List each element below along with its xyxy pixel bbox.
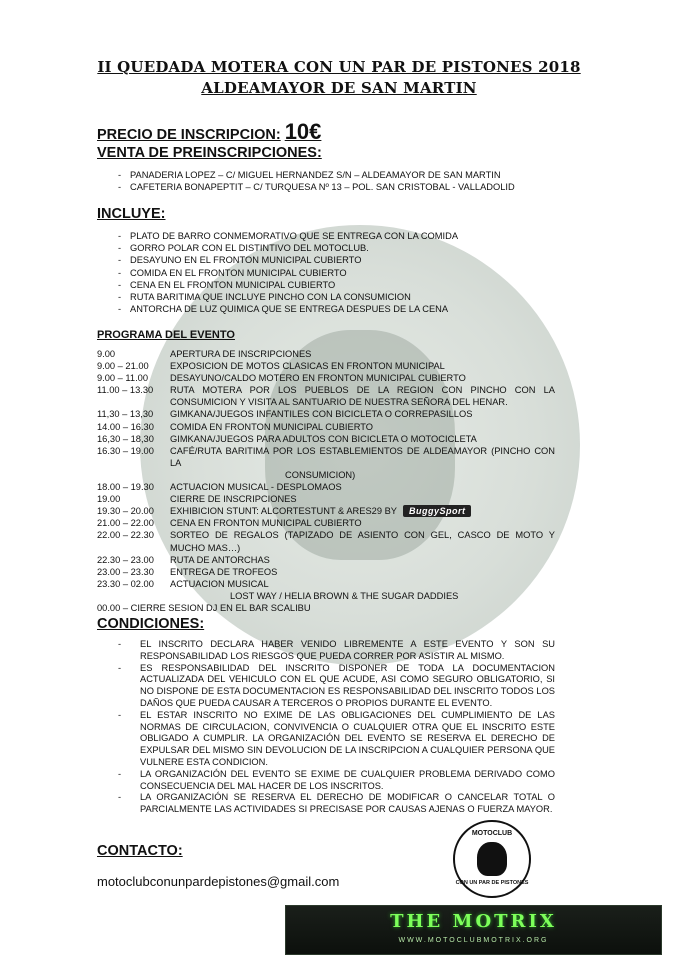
includes-item: - COMIDA EN EL FRONTON MUNICIPAL CUBIERTO	[118, 267, 458, 279]
program-description	[170, 590, 555, 602]
program-time: 22.30 – 23.00	[97, 554, 154, 565]
conditions-heading: CONDICIONES:	[97, 616, 205, 632]
program-time: 19.00	[97, 494, 121, 505]
logo-top-text: MOTOCLUB	[471, 830, 513, 837]
includes-heading: INCLUYE:	[97, 206, 166, 222]
includes-item: - RUTA BARITIMA QUE INCLUYE PINCHO CON LA CONSUMICION	[118, 291, 458, 303]
program-description	[170, 433, 555, 445]
includes-item: - GORRO POLAR CON EL DISTINTIVO DEL MOTOCLUB.	[118, 242, 458, 254]
program-time: 23.30 – 02.00	[97, 578, 154, 589]
program-description	[170, 505, 555, 517]
condition-item: - LA ORGANIZACIÓN DEL EVENTO SE EXIME DE CUALQUIER PROBLEMA DERIVADO COMO CONSECUENCIA DEL MAL HACER DE LOS INSCRITOS.	[118, 769, 555, 793]
program-row	[97, 505, 555, 517]
preinscription-item: - PANADERIA LOPEZ – C/ MIGUEL HERNANDEZ S/N – ALDEAMAYOR DE SAN MARTIN	[118, 169, 515, 181]
program-description-text: ACTUACION MUSICAL - DESPLOMAOS	[170, 482, 342, 493]
program-description-text: CONSUMICION)	[285, 469, 356, 480]
logo-bottom-text: CON UN PAR DE PISTONES	[455, 880, 529, 886]
program-description-text: GIMKANA/JUEGOS INFANTILES CON BICICLETA O CORREPASILLOS	[170, 409, 473, 420]
includes-list	[118, 230, 458, 315]
program-row	[97, 433, 555, 445]
conditions-list	[118, 639, 555, 816]
program-description-text: LOST WAY / HELIA BROWN & THE SUGAR DADDIES	[230, 590, 459, 601]
buggysport-logo: BuggySport	[403, 505, 472, 517]
program-description	[315, 602, 555, 614]
program-row	[97, 602, 555, 614]
program-time: 16,30 – 18,30	[97, 433, 154, 444]
contact-heading: CONTACTO:	[97, 843, 183, 859]
includes-item: - ANTORCHA DE LUZ QUIMICA QUE SE ENTREGA DESPUES DE LA CENA	[118, 303, 458, 315]
program-row	[97, 493, 555, 505]
program-description	[170, 578, 555, 590]
price-heading	[97, 119, 321, 145]
program-description	[170, 566, 555, 578]
contact-email[interactable]: motoclubconunpardepistones@gmail.com	[97, 874, 340, 889]
includes-item: - DESAYUNO EN EL FRONTON MUNICIPAL CUBIERTO	[118, 254, 458, 266]
preinscription-item: - CAFETERIA BONAPEPTIT – C/ TURQUESA Nº 13 – POL. SAN CRISTOBAL - VALLADOLID	[118, 181, 515, 193]
program-row	[97, 517, 555, 529]
program-row	[97, 554, 555, 566]
includes-item: - PLATO DE BARRO CONMEMORATIVO QUE SE ENTREGA CON LA COMIDA	[118, 230, 458, 242]
program-description	[170, 445, 555, 469]
program-time: 11,30 – 13,30	[97, 409, 154, 420]
motrix-banner	[285, 905, 662, 955]
program-description	[170, 529, 555, 553]
program-description-text: EXHIBICION STUNT: ALCORTESTUNT & ARES29 BY	[170, 506, 397, 517]
program-description	[170, 384, 555, 408]
program-time: 14.00 – 16.30	[97, 421, 154, 432]
condition-item: - EL ESTAR INSCRITO NO EXIME DE LAS OBLIGACIONES DEL CUMPLIMIENTO DE LAS NORMAS DE CIRCULACION, CONVIVENCIA O CUALQUIER OTRA QUE EL INSCRITO ESTE OBLIGADO A CUMPLIR. LA ORGANIZACIÓN DEL EVENTO SE RESERVA EL DERECHO DE EXPULSAR DEL MISMO SIN DEVOLUCION DE LA INSCRIPCION A CUALQUIER PERSONA QUE VULNERE ESTA CONDICION.	[118, 710, 555, 769]
program-time: 9.00 – 11.00	[97, 373, 149, 384]
program-row	[97, 348, 555, 360]
program-description-text: SORTEO DE REGALOS (TAPIZADO DE ASIENTO CON GEL, CASCO DE MOTO Y MUCHO MAS…)	[170, 530, 555, 553]
price-label: PRECIO DE INSCRIPCION:	[97, 127, 281, 143]
program-description	[170, 469, 555, 481]
banner-title: THE MOTRIX	[390, 911, 557, 932]
program-description	[170, 481, 555, 493]
condition-item: - LA ORGANIZACIÓN SE RESERVA EL DERECHO DE MODIFICAR O CANCELAR TOTAL O PARCIALMENTE LAS ACTIVIDADES SI PRECISASE POR CAUSAS AJENAS O FUERZA MAYOR.	[118, 792, 555, 816]
program-row	[97, 421, 555, 433]
program-time: 00.00 – CIERRE SESION DJ EN EL BAR SCALIBU	[97, 602, 311, 613]
program-row	[97, 481, 555, 493]
program-description-text: CAFÉ/RUTA BARITIMA POR LOS ESTABLEMIENTOS DE ALDEAMAYOR (PINCHO CON LA	[170, 445, 555, 468]
program-description-text: ACTUACION MUSICAL	[170, 578, 269, 589]
price-value: 10€	[284, 119, 322, 144]
preinscription-heading: VENTA DE PREINSCRIPCIONES:	[97, 145, 322, 161]
poster-title-line1: II QUEDADA MOTERA CON UN PAR DE PISTONES 2018	[97, 58, 581, 76]
program-description-text: EXPOSICION DE MOTOS CLASICAS EN FRONTON MUNICIPAL	[170, 361, 445, 372]
program-description	[170, 372, 555, 384]
program-row	[97, 529, 555, 553]
program-time: 22.00 – 22.30	[97, 530, 154, 541]
program-description	[170, 348, 555, 360]
condition-item: - EL INSCRITO DECLARA HABER VENIDO LIBREMENTE A ESTE EVENTO Y SON SU RESPONSABILIDAD LOS RIESGOS QUE PUEDA CORRER POR ASISTIR AL MISMO.	[118, 639, 555, 663]
program-row	[97, 445, 555, 469]
preinscription-list	[118, 169, 515, 193]
program-description-text: COMIDA EN FRONTON MUNICIPAL CUBIERTO	[170, 421, 374, 432]
program-description-text: CIERRE DE INSCRIPCIONES	[170, 494, 297, 505]
program-time: 9.00	[97, 349, 116, 359]
program-time: 23.00 – 23.30	[97, 566, 154, 577]
program-time: 19.30 – 20.00	[97, 506, 154, 517]
program-time	[97, 590, 170, 602]
program-schedule	[97, 348, 555, 614]
program-row	[97, 408, 555, 420]
program-time: 9.00 – 21.00	[97, 361, 149, 372]
program-time	[97, 469, 170, 481]
program-row	[97, 360, 555, 372]
program-row	[97, 566, 555, 578]
program-time: 21.00 – 22.00	[97, 518, 154, 529]
motoclub-logo	[453, 820, 531, 898]
program-row	[97, 578, 555, 590]
program-time: 11.00 – 13.30	[97, 385, 154, 396]
program-description-text: RUTA MOTERA POR LOS PUEBLOS DE LA REGION CON PINCHO CON LA CONSUMICION Y VISITA AL SANTUARIO DE NUESTRA SEÑORA DEL HENAR.	[170, 385, 555, 408]
banner-url: WWW.MOTOCLUBMOTRIX.ORG	[398, 937, 549, 944]
program-row	[97, 590, 555, 602]
program-row	[97, 372, 555, 384]
program-description	[170, 421, 555, 433]
program-time: 16.30 – 19.00	[97, 445, 154, 456]
program-description	[170, 408, 555, 420]
program-heading: PROGRAMA DEL EVENTO	[97, 329, 235, 341]
program-description-text: APERTURA DE INSCRIPCIONES	[170, 349, 312, 359]
program-time: 18.00 – 19.30	[97, 482, 154, 493]
poster-title-line2: ALDEAMAYOR DE SAN MARTIN	[201, 79, 477, 97]
condition-item: - ES RESPONSABILIDAD DEL INSCRITO DISPONER DE TODA LA DOCUMENTACION ACTUALIZADA DEL VEHICULO CON EL QUE ACUDE, ASI COMO SEGURO OBLIGATORIO, SI NO DISPONE DE ESTA DOCUMENTACION ES RESPONSABILIDAD DEL INSCRITO TODOS LOS DAÑOS QUE PUEDA CAUSAR A TERCEROS O PROPIOS DURANTE EL EVENTO.	[118, 663, 555, 710]
program-description-text: RUTA DE ANTORCHAS	[170, 554, 270, 565]
skull-icon	[477, 842, 507, 876]
program-description-text: GIMKANA/JUEGOS PARA ADULTOS CON BICICLETA O MOTOCICLETA	[170, 433, 477, 444]
program-description	[170, 517, 555, 529]
program-description	[170, 360, 555, 372]
program-description-text: ENTREGA DE TROFEOS	[170, 566, 278, 577]
includes-item: - CENA EN EL FRONTON MUNICIPAL CUBIERTO	[118, 279, 458, 291]
program-row	[97, 384, 555, 408]
program-description	[170, 493, 555, 505]
program-row	[97, 469, 555, 481]
program-description-text: DESAYUNO/CALDO MOTERO EN FRONTON MUNICIPAL CUBIERTO	[170, 373, 466, 384]
program-description-text: CENA EN FRONTON MUNICIPAL CUBIERTO	[170, 518, 362, 529]
program-description	[170, 554, 555, 566]
